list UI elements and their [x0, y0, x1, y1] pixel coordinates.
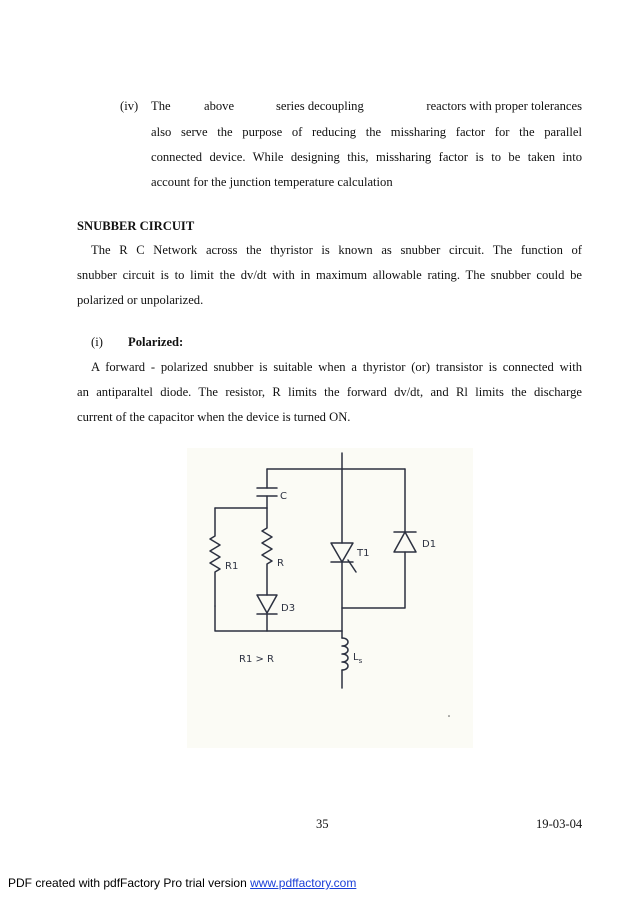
pdffactory-link[interactable]: www.pdffactory.com [250, 876, 357, 890]
item-iv-line3: connected device. While designing this, missharing factor is to be taken into [151, 150, 582, 164]
circuit-wires [210, 453, 416, 688]
page-date: 19-03-04 [536, 817, 583, 831]
item-iv-word-the: The [151, 99, 171, 113]
item-iv-line1 [151, 98, 582, 114]
snubber-para-line1: The R C Network across the thyristor is known as snubber circuit. The function of [91, 243, 582, 257]
label-thyristor-t1: T1 [357, 548, 370, 559]
label-inductor-ls-sub: s [358, 657, 363, 665]
label-inductor-ls-main: L [353, 652, 359, 663]
polarized-para-line3: current of the capacitor when the device is turned ON. [77, 410, 351, 424]
item-iv-line4: account for the junction temperature calculation [151, 175, 393, 189]
item-iv-word-reactors: reactors with proper tolerances [426, 99, 582, 113]
item-iv-word-series: series decoupling [276, 99, 364, 113]
pdf-creator-note [8, 876, 356, 890]
item-iv-line2: also serve the purpose of reducing the missharing factor for the parallel [151, 125, 582, 139]
label-capacitor-c: C [280, 491, 287, 502]
snubber-para-line3: polarized or unpolarized. [77, 293, 204, 307]
label-inductor-ls [353, 652, 363, 665]
label-diode-d1: D1 [422, 539, 437, 550]
label-resistor-r: R [277, 558, 284, 569]
subheading-polarized: Polarized: [128, 335, 184, 349]
diagram-dot-mark [448, 715, 450, 717]
page-number: 35 [316, 817, 329, 831]
section-heading-snubber: SNUBBER CIRCUIT [77, 219, 195, 233]
label-resistor-r1: R1 [225, 561, 239, 572]
snubber-para-line2: snubber circuit is to limit the dv/dt with in maximum allowable rating. The snubber could be [77, 268, 582, 282]
list-marker-iv: (iv) [120, 99, 139, 113]
circuit-schematic [187, 448, 473, 748]
snubber-circuit-diagram [187, 448, 473, 748]
item-iv-word-above: above [204, 99, 235, 113]
polarized-para-line2: an antiparaltel diode. The resistor, R limits the forward dv/dt, and Rl limits the discharge [77, 385, 582, 399]
label-condition-r1-gt-r: R1 > R [239, 654, 274, 665]
polarized-para-line1: A forward - polarized snubber is suitable when a thyristor (or) transistor is connected with [91, 360, 582, 374]
pdf-creator-text: PDF created with pdfFactory Pro trial version [8, 876, 251, 890]
label-diode-d3: D3 [281, 603, 296, 614]
list-marker-i: (i) [91, 335, 103, 349]
